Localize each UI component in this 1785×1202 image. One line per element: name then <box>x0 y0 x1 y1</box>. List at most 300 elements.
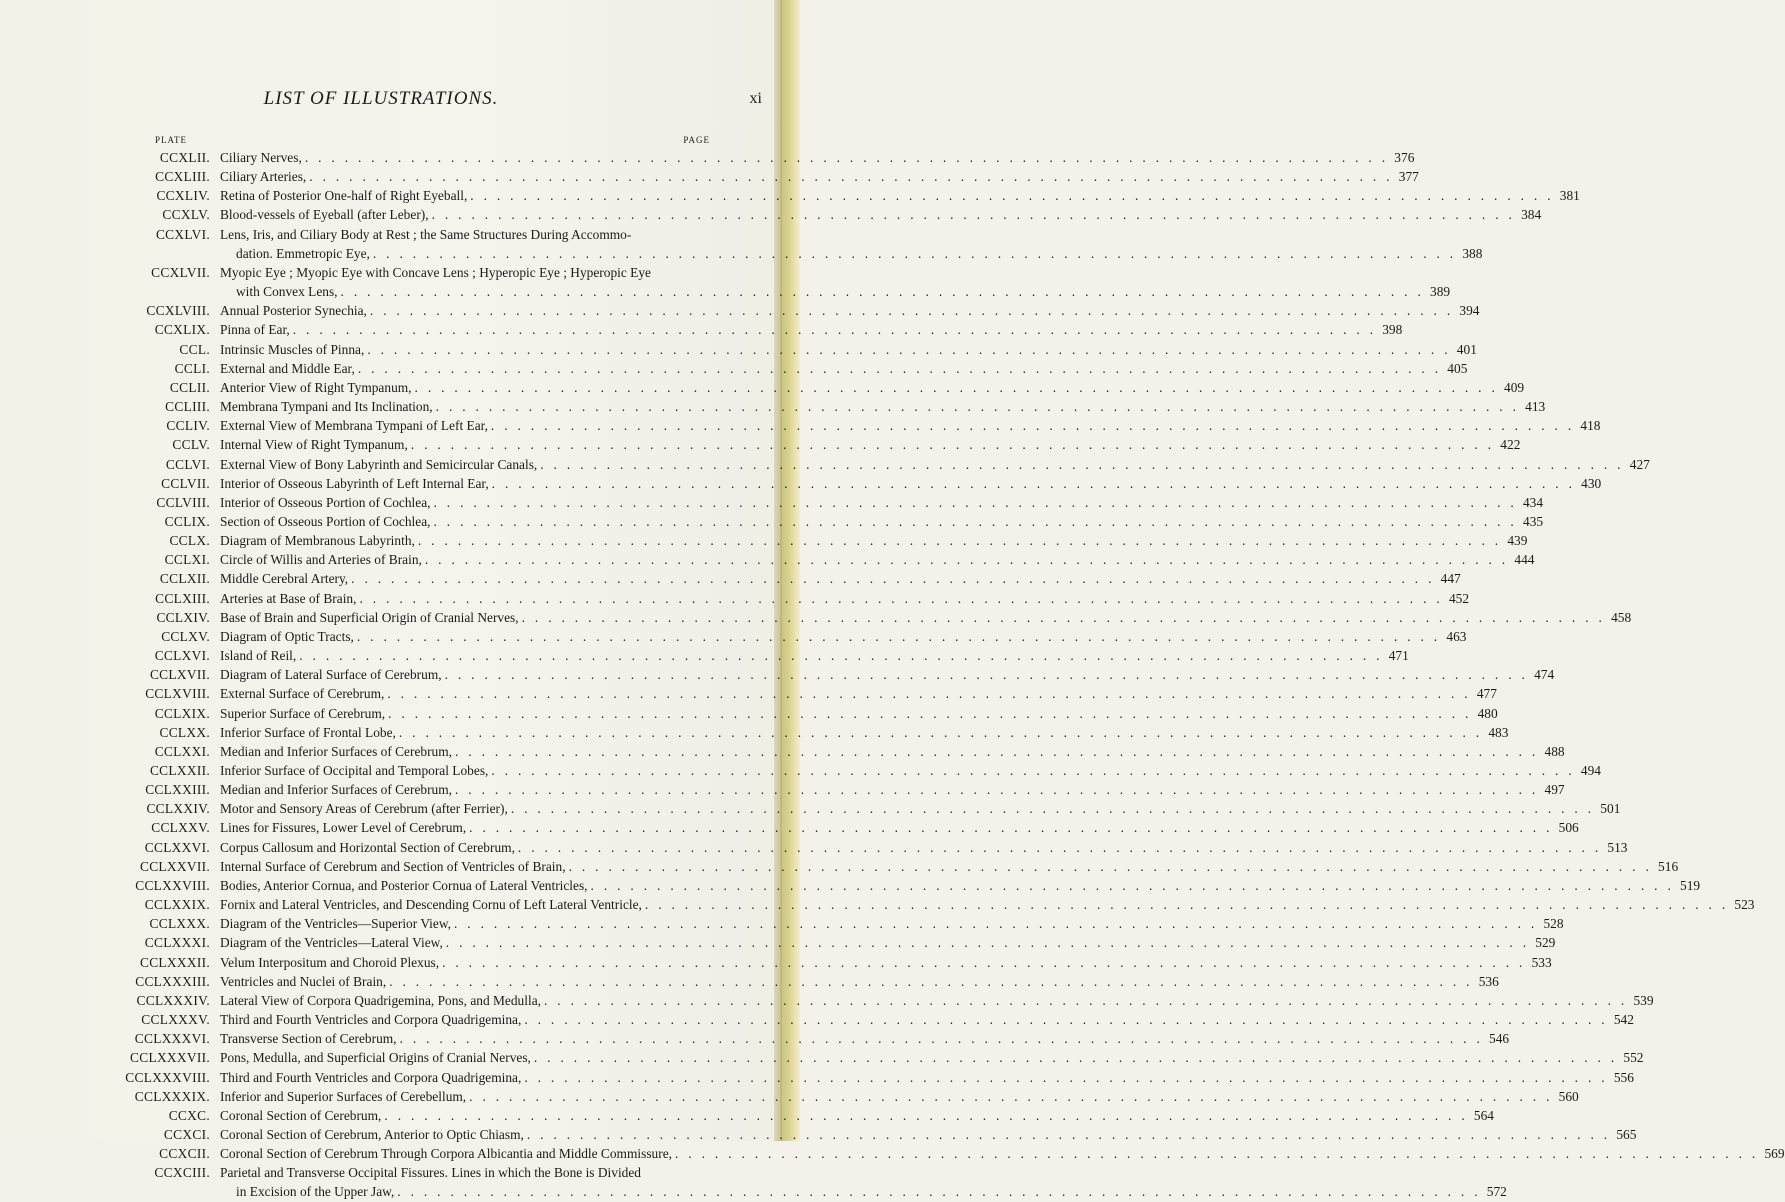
illustration-title: Diagram of Lateral Surface of Cerebrum, <box>220 667 442 683</box>
plate-number: CCLXXII. <box>149 763 210 778</box>
list-item <box>0 435 1521 454</box>
title-line <box>220 876 1701 895</box>
page-number: 565 <box>1616 1126 1637 1142</box>
list-item <box>0 723 1509 742</box>
list-item <box>0 646 1409 665</box>
plate-number: CCLXXIII. <box>145 782 210 798</box>
title-line <box>220 723 1509 742</box>
illustration-title: Corpus Callosum and Horizontal Section of Cerebrum, <box>220 839 515 855</box>
leader-dots <box>306 167 1393 186</box>
illustration-title: Lines for Fissures, Lower Level of Cerebrum, <box>220 820 467 836</box>
page-number: 376 <box>1394 150 1415 165</box>
leader-dots <box>367 301 1454 320</box>
plate-number: CCXC. <box>168 1107 210 1123</box>
illustration-title: Middle Cerebral Artery, <box>220 571 349 587</box>
leader-dots <box>466 1087 1553 1106</box>
title-line <box>236 244 1483 263</box>
list-item <box>0 1010 1634 1029</box>
illustration-title: Third and Fourth Ventricles and Corpora Quadrigemina, <box>220 1012 522 1028</box>
title-line <box>220 474 1602 493</box>
title-line <box>220 780 1565 799</box>
title-line <box>220 569 1461 588</box>
page-number: 384 <box>1521 207 1542 223</box>
illustration-title: External and Middle Ear, <box>220 360 355 376</box>
leader-dots <box>370 244 1457 263</box>
leader-dots <box>524 1125 1611 1144</box>
page-number: 519 <box>1680 877 1701 893</box>
title-line <box>220 953 1552 972</box>
illustration-title: Internal View of Right Tympanum, <box>220 437 408 453</box>
plate-number: CCXLVII. <box>151 264 210 280</box>
leader-dots <box>364 340 1451 359</box>
page-number: 413 <box>1525 399 1546 415</box>
title-line <box>220 1144 1785 1163</box>
leader-dots <box>451 914 1538 933</box>
title-line <box>220 665 1555 684</box>
illustration-title: Membrana Tympani and Its Inclination, <box>220 399 433 415</box>
list-item <box>0 627 1467 646</box>
leader-dots <box>415 531 1502 550</box>
illustration-title: Lateral View of Corpora Quadrigemina, Pons, and Medulla, <box>220 992 541 1008</box>
leader-dots <box>381 1106 1468 1125</box>
illustration-title: Median and Inferior Surfaces of Cerebrum, <box>220 782 453 798</box>
leader-dots <box>541 991 1628 1010</box>
title-line <box>220 991 1654 1010</box>
running-head <box>0 88 762 114</box>
title-line <box>220 1048 1644 1067</box>
leader-dots <box>408 435 1495 454</box>
illustration-title: Motor and Sensory Areas of Cerebrum (after Ferrier), <box>220 801 508 817</box>
list-item <box>0 550 1535 569</box>
leader-dots <box>354 627 1441 646</box>
title-line <box>220 186 1580 205</box>
plate-number: CCL. <box>179 341 210 357</box>
title-line <box>220 1010 1634 1029</box>
list-item <box>0 416 1601 435</box>
illustration-title: Section of Osseous Portion of Cochlea, <box>220 513 431 529</box>
title-line <box>220 1125 1637 1144</box>
plate-number: CCLVI. <box>165 456 210 472</box>
page-number: 556 <box>1613 1069 1634 1085</box>
page-number: 471 <box>1388 648 1409 664</box>
leader-dots <box>531 1048 1618 1067</box>
illustration-title: Retina of Posterior One-half of Right Eyeball, <box>220 188 468 204</box>
illustration-title: in Excision of the Upper Jaw, <box>236 1184 395 1200</box>
leader-dots <box>588 876 1675 895</box>
list-item <box>0 1125 1637 1144</box>
title-line <box>220 1163 710 1182</box>
leader-dots <box>302 148 1389 167</box>
list-item <box>0 186 1580 205</box>
leader-dots <box>452 780 1539 799</box>
list-item <box>0 665 1555 684</box>
list-item <box>0 1048 1644 1067</box>
page-number: 418 <box>1580 418 1601 434</box>
title-line <box>220 359 1468 378</box>
plate-number: CCLXVIII. <box>145 686 210 702</box>
leader-dots <box>521 1068 1608 1087</box>
list-item <box>0 780 1565 799</box>
illustration-title: External View of Bony Labyrinth and Semicircular Canals, <box>220 456 538 472</box>
title-line <box>220 397 1546 416</box>
leader-dots <box>488 416 1575 435</box>
page-folio: xi <box>749 90 762 107</box>
page-number: 523 <box>1734 897 1755 913</box>
leader-dots <box>488 761 1575 780</box>
illustration-title: dation. Emmetropic Eye, <box>236 245 370 261</box>
page-number: 483 <box>1488 724 1509 740</box>
list-item <box>0 857 1679 876</box>
leader-dots <box>296 646 1383 665</box>
plate-number: CCLXXXIX. <box>134 1088 210 1104</box>
illustration-title: Annual Posterior Synechia, <box>220 303 367 319</box>
title-line <box>220 914 1564 933</box>
leader-dots <box>431 493 1518 512</box>
illustration-title: Superior Surface of Cerebrum, <box>220 705 386 721</box>
plate-number: CCXCI. <box>163 1126 210 1142</box>
illustration-title: Ciliary Nerves, <box>220 150 302 165</box>
plate-number: CCLXXV. <box>151 820 210 836</box>
leader-dots <box>396 723 1483 742</box>
page-number: 405 <box>1447 360 1468 376</box>
leader-dots <box>521 1010 1608 1029</box>
plate-number: CCXLIII. <box>155 169 210 185</box>
title-line <box>220 435 1521 454</box>
title-line <box>220 1029 1510 1048</box>
illustration-title: External View of Membrana Tympani of Left Ear, <box>220 418 488 434</box>
list-item <box>0 704 1498 723</box>
plate-number: CCLXIII. <box>155 590 210 606</box>
page-number: 516 <box>1658 858 1679 874</box>
leader-dots <box>431 512 1518 531</box>
list-item <box>0 1144 1785 1163</box>
plate-number: CCLXXVIII. <box>135 877 210 893</box>
illustration-title: Coronal Section of Cerebrum, Anterior to Optic Chiasm, <box>220 1126 524 1142</box>
page-number: 528 <box>1543 916 1564 932</box>
page-number: 444 <box>1514 552 1535 568</box>
plate-number: CCLXXXII. <box>139 954 210 970</box>
page-number: 458 <box>1611 609 1632 625</box>
list-item <box>0 991 1654 1010</box>
page-number: 529 <box>1535 935 1556 951</box>
list-item <box>0 1106 1494 1125</box>
leader-dots <box>412 378 1499 397</box>
illustration-title: Blood-vessels of Eyeball (after Leber), <box>220 207 429 223</box>
page-number: 452 <box>1448 590 1470 606</box>
plate-number: CCLI. <box>174 360 210 376</box>
illustration-title: Median and Inferior Surfaces of Cerebrum, <box>220 743 453 759</box>
title-line <box>220 531 1528 550</box>
leader-dots <box>429 205 1516 224</box>
page-number: 434 <box>1522 494 1544 510</box>
leader-dots <box>433 397 1520 416</box>
page-number: 494 <box>1580 763 1601 778</box>
title-line <box>220 320 1403 339</box>
leader-dots <box>386 972 1473 991</box>
page-number: 394 <box>1459 303 1480 319</box>
page-number: 572 <box>1486 1184 1507 1200</box>
page-column-heading: PAGE <box>683 135 710 145</box>
plate-number: CCLXXX. <box>149 916 210 932</box>
list-item <box>0 225 1483 263</box>
list-item <box>0 455 1650 474</box>
plate-number: CCLII. <box>169 379 210 395</box>
illustration-title: Bodies, Anterior Cornua, and Posterior Cornua of Lateral Ventricles, <box>220 877 588 893</box>
illustration-title: Velum Interpositum and Choroid Plexus, <box>220 954 440 970</box>
plate-number: CCXCII. <box>159 1146 210 1162</box>
title-line <box>220 550 1535 569</box>
plate-number: CCLXXXIII. <box>135 973 210 989</box>
plate-number: CCLXX. <box>159 724 210 740</box>
list-item <box>0 320 1403 339</box>
list-item <box>0 953 1552 972</box>
page-number: 569 <box>1764 1146 1785 1162</box>
plate-number: CCLXXXVI. <box>134 1031 210 1047</box>
leader-dots <box>508 799 1595 818</box>
page-number: 546 <box>1489 1031 1510 1047</box>
illustration-title: Transverse Section of Cerebrum, <box>220 1031 397 1047</box>
list-item <box>0 608 1632 627</box>
title-line <box>220 627 1467 646</box>
title-line <box>220 416 1601 435</box>
illustration-title: Inferior and Superior Surfaces of Cerebellum, <box>220 1088 467 1104</box>
plate-number: CCXLVI. <box>155 226 210 242</box>
title-line <box>220 225 710 244</box>
plate-number: CCLXII. <box>159 571 210 587</box>
title-line <box>220 455 1650 474</box>
illustration-title: Coronal Section of Cerebrum, <box>220 1107 382 1123</box>
illustration-title: Fornix and Lateral Ventricles, and Descending Cornu of Left Lateral Ventricle, <box>220 897 642 913</box>
page-number: 552 <box>1623 1050 1644 1066</box>
page-number: 536 <box>1478 973 1499 989</box>
title-line <box>220 493 1544 512</box>
title-line <box>220 512 1544 531</box>
title-line <box>220 761 1601 780</box>
leader-dots <box>537 455 1624 474</box>
plate-number: CCXLIX. <box>154 322 210 338</box>
list-item <box>0 359 1468 378</box>
illustration-title: Intrinsic Muscles of Pinna, <box>220 341 365 357</box>
plate-number: CCLVII. <box>161 475 210 491</box>
page-number: 488 <box>1544 743 1565 759</box>
plate-number: CCLVIII. <box>156 494 210 510</box>
list-item <box>0 205 1542 224</box>
page-number: 539 <box>1633 992 1654 1008</box>
list-item <box>0 933 1556 952</box>
title-line <box>220 1087 1579 1106</box>
list-item <box>0 148 1415 167</box>
page-number: 435 <box>1523 513 1544 529</box>
plate-number: CCLXIX. <box>154 705 210 721</box>
illustration-title: Interior of Osseous Labyrinth of Left Internal Ear, <box>220 475 489 491</box>
list-item <box>0 761 1601 780</box>
illustration-title: Third and Fourth Ventricles and Corpora Quadrigemina, <box>220 1069 522 1085</box>
page-number: 422 <box>1500 437 1521 453</box>
leader-dots <box>385 704 1472 723</box>
page-number: 564 <box>1473 1107 1494 1123</box>
plate-number: CCXCIII. <box>154 1165 210 1181</box>
title-line <box>220 857 1679 876</box>
plate-number: CCLXXXVIII. <box>125 1069 210 1085</box>
title-line <box>220 818 1579 837</box>
page-number: 560 <box>1558 1088 1579 1104</box>
page-number: 389 <box>1430 284 1451 300</box>
plate-number: CCLIX. <box>164 513 210 529</box>
page-number: 463 <box>1446 628 1467 644</box>
illustration-title: Internal Surface of Cerebrum and Section of Ventricles of Brain, <box>220 858 566 874</box>
page-number: 439 <box>1507 533 1528 549</box>
plate-number: CCLXXIX. <box>144 897 210 913</box>
list-item <box>0 474 1602 493</box>
illustration-title: Base of Brain and Superficial Origin of Cranial Nerves, <box>220 609 519 625</box>
list-item <box>0 512 1544 531</box>
illustration-title: Circle of Willis and Arteries of Brain, <box>220 552 422 568</box>
plate-number: CCXLIV. <box>156 188 210 204</box>
list-item <box>0 589 1470 608</box>
illustration-title: Ciliary Arteries, <box>220 169 307 185</box>
title-line <box>220 799 1621 818</box>
plate-number: CCLXXXI. <box>144 935 210 951</box>
plate-number: CCLX. <box>169 533 210 549</box>
title-line <box>220 1106 1494 1125</box>
page-number: 430 <box>1581 475 1602 491</box>
illustration-title: with Convex Lens, <box>236 284 338 300</box>
list-item <box>0 1087 1579 1106</box>
leader-dots <box>394 1182 1481 1201</box>
list-item <box>0 742 1565 761</box>
column-headings <box>155 135 710 147</box>
plate-number: CCLXXVII. <box>139 858 210 874</box>
leader-dots <box>467 186 1554 205</box>
illustration-title: Myopic Eye ; Myopic Eye with Concave Lens ; Hyperopic Eye ; Hyperopic Eye <box>220 264 651 280</box>
plate-number: CCXLV. <box>162 207 210 223</box>
plate-number: CCLIV. <box>166 418 210 434</box>
list-item <box>0 1029 1510 1048</box>
list-item <box>0 895 1755 914</box>
leader-dots <box>672 1144 1759 1163</box>
illustration-title: Interior of Osseous Portion of Cochlea, <box>220 494 431 510</box>
plate-number: CCLXXXVII. <box>130 1050 210 1066</box>
leader-dots <box>338 282 1425 301</box>
illustration-title: Pons, Medulla, and Superficial Origins of Cranial Nerves, <box>220 1050 531 1066</box>
title-line <box>220 646 1409 665</box>
list-item <box>0 799 1621 818</box>
page-number: 480 <box>1477 705 1498 721</box>
page-number: 409 <box>1504 379 1525 395</box>
page-number: 381 <box>1559 188 1580 204</box>
title-line <box>236 282 1451 301</box>
list-item <box>0 1068 1634 1087</box>
leader-dots <box>489 474 1576 493</box>
plate-number: CCLXIV. <box>156 609 210 625</box>
leader-dots <box>290 320 1377 339</box>
list-item <box>0 531 1528 550</box>
leader-dots <box>642 895 1729 914</box>
title-line <box>220 263 710 282</box>
list-item <box>0 378 1525 397</box>
plate-number: CCLXVII. <box>149 667 210 683</box>
leader-dots <box>519 608 1606 627</box>
page-number: 533 <box>1531 954 1552 970</box>
title-line <box>220 340 1477 359</box>
illustration-list <box>0 148 1785 1202</box>
running-title: LIST OF ILLUSTRATIONS. <box>263 88 499 109</box>
list-item <box>0 972 1499 991</box>
leader-dots <box>348 569 1435 588</box>
leader-dots <box>566 857 1653 876</box>
illustration-title: Pinna of Ear, <box>220 322 290 338</box>
illustration-title: Inferior Surface of Occipital and Temporal Lobes, <box>220 763 489 778</box>
page-number: 401 <box>1456 341 1477 357</box>
leader-dots <box>452 742 1539 761</box>
title-line <box>220 148 1415 167</box>
list-item <box>0 569 1461 588</box>
list-item <box>0 301 1480 320</box>
illustration-title: Anterior View of Right Tympanum, <box>220 379 412 395</box>
illustration-title: Diagram of Membranous Labyrinth, <box>220 533 415 549</box>
list-item <box>0 493 1544 512</box>
illustration-title: Parietal and Transverse Occipital Fissures. Lines in which the Bone is Divided <box>220 1165 641 1181</box>
title-line <box>220 684 1497 703</box>
list-item <box>0 340 1477 359</box>
leader-dots <box>466 818 1553 837</box>
leader-dots <box>384 684 1471 703</box>
illustration-title: Arteries at Base of Brain, <box>220 590 357 606</box>
plate-number: CCLXXI. <box>154 743 210 759</box>
leader-dots <box>515 838 1602 857</box>
list-item <box>0 876 1701 895</box>
title-line <box>220 205 1542 224</box>
plate-number: CCLV. <box>172 437 210 453</box>
illustration-title: Inferior Surface of Frontal Lobe, <box>220 724 396 740</box>
plate-number: CCLXXVI. <box>144 839 210 855</box>
plate-number: CCLXXXIV. <box>136 992 210 1008</box>
title-line <box>220 704 1498 723</box>
illustration-title: Island of Reil, <box>220 648 297 664</box>
page-number: 377 <box>1398 169 1419 185</box>
leader-dots <box>442 665 1529 684</box>
title-line <box>220 933 1556 952</box>
illustration-title: Coronal Section of Cerebrum Through Corpora Albicantia and Middle Commissure, <box>220 1146 672 1162</box>
list-item <box>0 263 1451 301</box>
page-number: 427 <box>1629 456 1650 472</box>
leader-dots <box>397 1029 1484 1048</box>
plate-column-heading: PLATE <box>155 135 187 145</box>
leader-dots <box>356 589 1443 608</box>
list-item <box>0 397 1546 416</box>
leader-dots <box>443 933 1530 952</box>
page-number: 447 <box>1440 571 1461 587</box>
page-number: 388 <box>1462 245 1483 261</box>
page-number: 398 <box>1382 322 1403 338</box>
leader-dots <box>355 359 1442 378</box>
list-item <box>0 914 1564 933</box>
title-line <box>220 167 1419 186</box>
plate-number: CCLXVI. <box>154 648 210 664</box>
plate-number: CCLXI. <box>164 552 210 568</box>
leader-dots <box>439 953 1526 972</box>
illustration-title: Diagram of the Ventricles—Superior View, <box>220 916 451 932</box>
list-item <box>0 684 1497 703</box>
title-line <box>220 895 1755 914</box>
page-number: 477 <box>1476 686 1497 702</box>
title-line <box>220 972 1499 991</box>
title-line <box>220 838 1628 857</box>
leader-dots <box>422 550 1509 569</box>
page-number: 497 <box>1544 782 1565 798</box>
illustration-title: Diagram of the Ventricles—Lateral View, <box>220 935 443 951</box>
page-number: 542 <box>1613 1012 1634 1028</box>
